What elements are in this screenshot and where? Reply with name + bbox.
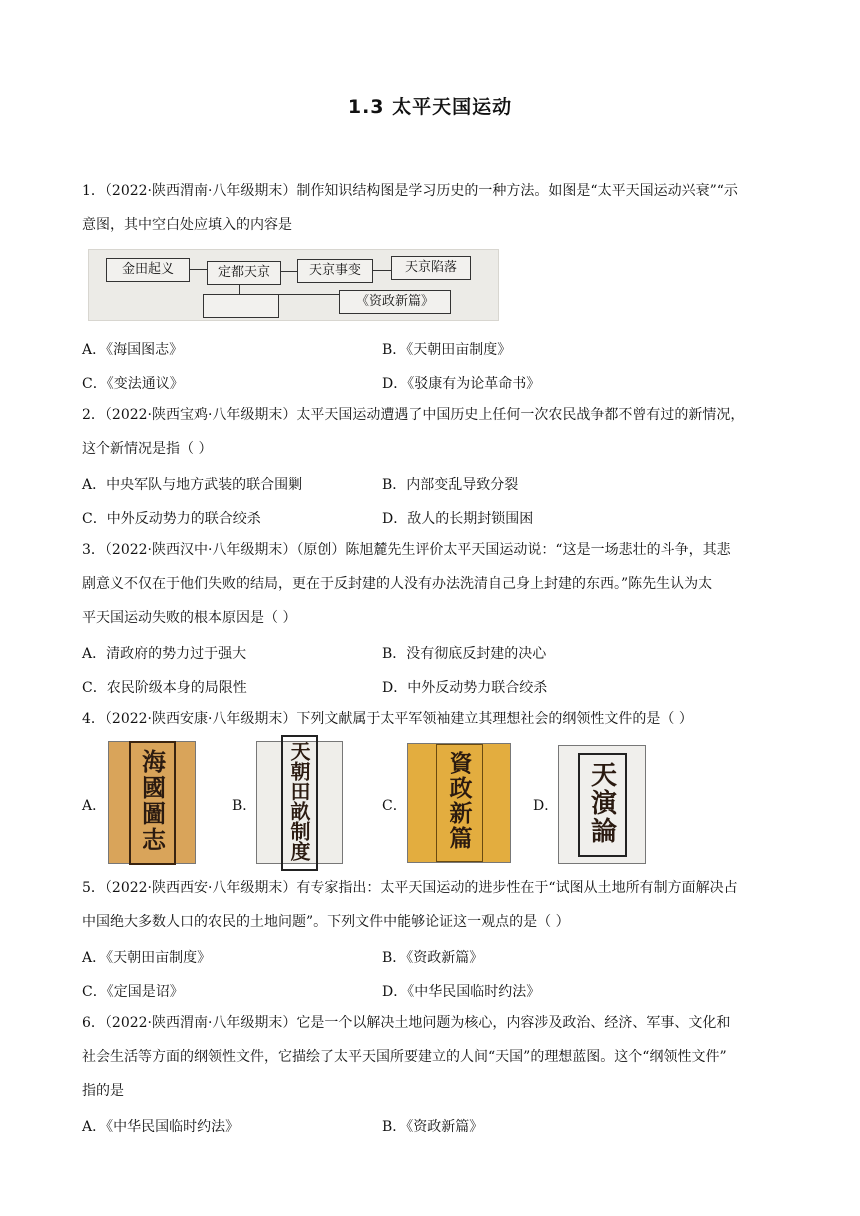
diagram-arrow (189, 269, 207, 270)
question-1-line-1: 1．（2022·陕西渭南·八年级期末）制作知识结构图是学习历史的一种方法。如图是“太平天国运动兴衰”“示 (82, 183, 738, 199)
book-image-tianyan-lun[interactable] (558, 745, 646, 864)
option-c-label[interactable]: C． (382, 798, 407, 814)
option-b-label[interactable]: B． (232, 798, 257, 814)
option-a[interactable]: A．《中华民国临时约法》 (82, 1119, 240, 1135)
question-5-line-2: 中国绝大多数人口的农民的土地问题”。下列文件中能够论证这一观点的是（ ） (82, 914, 570, 930)
option-b[interactable]: B．《天朝田亩制度》 (382, 342, 512, 358)
book-title-b: 天朝田畝制度 (287, 740, 311, 861)
option-c[interactable]: C．中外反动势力的联合绞杀 (82, 511, 261, 527)
book-frame (578, 753, 627, 857)
question-1 (82, 174, 782, 242)
diagram-box-xianluo: 天京陷落 (391, 256, 471, 280)
question-6 (82, 1006, 782, 1108)
question-4-line-1: 4．（2022·陕西安康·八年级期末）下列文献属于太平军领袖建立其理想社会的纲领性文件的是（ ） (82, 711, 693, 727)
book-title-d: 天演論 (586, 760, 617, 845)
book-frame (129, 741, 176, 865)
question-5-line-1: 5．（2022·陕西西安·八年级期末）有专家指出：太平天国运动的进步性在于“试图从土地所有制方面解决占 (82, 880, 738, 896)
question-6-line-1: 6．（2022·陕西渭南·八年级期末）它是一个以解决土地问题为核心，内容涉及政治、经济、军事、文化和 (82, 1015, 731, 1031)
question-4 (82, 702, 782, 736)
question-2 (82, 398, 782, 466)
option-a[interactable]: A．《天朝田亩制度》 (82, 950, 212, 966)
structure-diagram (88, 249, 499, 321)
question-2-line-1: 2．（2022·陕西宝鸡·八年级期末）太平天国运动遭遇了中国历史上任何一次农民战争都不曾有过的新情况， (82, 407, 745, 423)
book-title-c: 資政新篇 (445, 751, 473, 851)
option-a[interactable]: A．清政府的势力过于强大 (82, 646, 247, 662)
book-image-zizheng-xinpian[interactable] (407, 743, 511, 863)
option-b[interactable]: B．没有彻底反封建的决心 (382, 646, 547, 662)
option-d-label[interactable]: D． (533, 798, 559, 814)
book-image-haiguo-tuzhi[interactable] (108, 741, 196, 864)
option-a[interactable]: A．中央军队与地方武装的联合围剿 (82, 477, 303, 493)
question-6-line-2: 社会生活等方面的纲领性文件，它描绘了太平天国所要建立的人间“天国”的理想蓝图。这个“纲领性文件” (82, 1049, 727, 1065)
book-frame (436, 744, 483, 862)
option-c[interactable]: C．《变法通议》 (82, 376, 184, 392)
question-5 (82, 871, 782, 939)
question-2-line-2: 这个新情况是指（ ） (82, 441, 213, 457)
option-a[interactable]: A．《海国图志》 (82, 342, 184, 358)
option-d[interactable]: D．《驳康有为论革命书》 (382, 376, 541, 392)
question-3 (82, 533, 782, 635)
question-1-line-2: 意图，其中空白处应填入的内容是 (82, 217, 292, 233)
diagram-arrow (280, 271, 297, 272)
book-title-a: 海國圖志 (137, 748, 167, 853)
question-3-line-2: 剧意义不仅在于他们失败的结局，更在于反封建的人没有办法洗清自己身上封建的东西。”陈先生认为太 (82, 576, 713, 592)
book-frame (281, 735, 318, 871)
book-image-tianchao-tianmu[interactable] (256, 741, 343, 864)
diagram-connector (239, 285, 240, 294)
option-b[interactable]: B．《资政新篇》 (382, 1119, 484, 1135)
diagram-arrow (372, 270, 391, 271)
page-title: 1.3 太平天国运动 (347, 96, 513, 118)
diagram-box-dingdu: 定都天京 (207, 261, 281, 285)
option-c[interactable]: C．《定国是诏》 (82, 984, 184, 1000)
diagram-box-shibian: 天京事变 (297, 259, 373, 283)
option-c[interactable]: C．农民阶级本身的局限性 (82, 680, 247, 696)
option-d[interactable]: D．中外反动势力联合绞杀 (382, 680, 548, 696)
option-b[interactable]: B．内部变乱导致分裂 (382, 477, 519, 493)
option-a-label[interactable]: A． (82, 798, 107, 814)
diagram-blank-box (203, 294, 279, 318)
question-3-line-3: 平天国运动失败的根本原因是（ ） (82, 610, 297, 626)
option-b[interactable]: B．《资政新篇》 (382, 950, 484, 966)
question-6-line-3: 指的是 (82, 1083, 124, 1099)
diagram-box-zizheng: 《资政新篇》 (339, 290, 451, 314)
diagram-box-jintian: 金田起义 (106, 258, 190, 282)
option-d[interactable]: D．《中华民国临时约法》 (382, 984, 541, 1000)
question-3-line-1: 3．（2022·陕西汉中·八年级期末）（原创）陈旭麓先生评价太平天国运动说：“这是一场悲壮的斗争，其悲 (82, 542, 731, 558)
option-d[interactable]: D．敌人的长期封锁围困 (382, 511, 534, 527)
